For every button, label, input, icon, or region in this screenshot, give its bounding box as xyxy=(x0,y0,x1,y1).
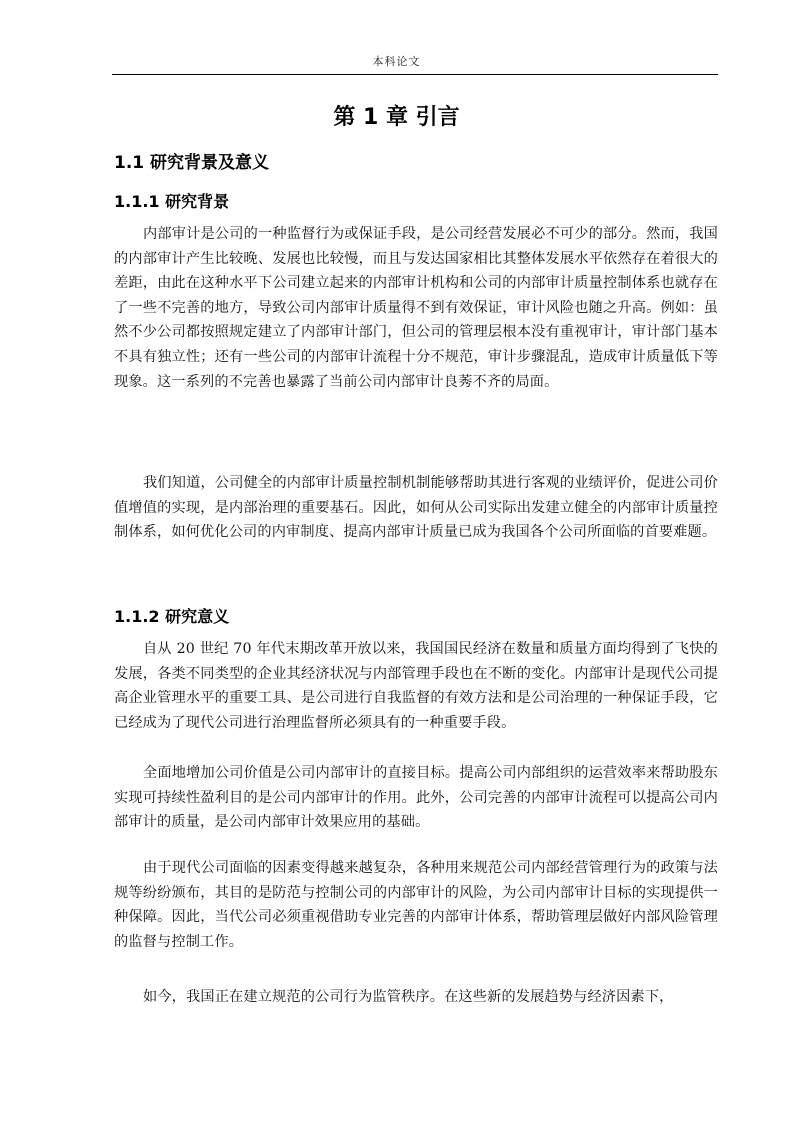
paragraph-2: 我们知道，公司健全的内部审计质量控制机制能够帮助其进行客观的业绩评价，促进公司价值增值的实现，是内部治理的重要基石。因此，如何从公司实际出发建立健全的内部审计质量控制体系，如何优化公司的内审制度、提高内部审计质量已成为我国各个公司所面临的首要难题。 xyxy=(114,475,718,541)
section-heading-1-1-2: 1.1.2 研究意义 xyxy=(114,607,230,626)
paragraph-6: 如今，我国正在建立规范的公司行为监管秩序。在这些新的发展趋势与经济因素下， xyxy=(143,989,674,1005)
section-heading-1-1-1: 1.1.1 研究背景 xyxy=(114,192,230,211)
page-header: 本科论文 xyxy=(372,55,421,68)
paragraph-3: 自从 20 世纪 70 年代末期改革开放以来，我国国民经济在数量和质量方面均得到了飞快的发展，各类不同类型的企业其经济状况与内部管理手段也在不断的变化。内部审计是现代公司提高企业管理水平的重要工具、是公司进行自我监督的有效方法和是公司治理的一种保证手段，它已经成为了现代公司进行治理监督所必须具有的一种重要手段。 xyxy=(114,641,718,731)
chapter-title: 第 1 章 引言 xyxy=(333,105,460,130)
section-heading-1-1: 1.1 研究背景及意义 xyxy=(114,153,270,173)
paragraph-5: 由于现代公司面临的因素变得越来越复杂，各种用来规范公司内部经营管理行为的政策与法规等纷纷颁布，其目的是防范与控制公司的内部审计的风险，为公司内部审计目标的实现提供一种保障。因此，当代公司必须重视借助专业完善的内部审计体系，帮助管理层做好内部风险管理的监督与控制工作。 xyxy=(114,860,718,950)
header-rule xyxy=(112,74,718,75)
paragraph-1: 内部审计是公司的一种监督行为或保证手段，是公司经营发展必不可少的部分。然而，我国的内部审计产生比较晚、发展也比较慢，而且与发达国家相比其整体发展水平依然存在着很大的差距，由此在这种水平下公司建立起来的内部审计机构和公司的内部审计质量控制体系也就存在了一些不完善的地方，导致公司内部审计质量得不到有效保证，审计风险也随之升高。例如：虽然不少公司都按照规定建立了内部审计部门，但公司的管理层根本没有重视审计，审计部门基本不具有独立性；还有一些公司的内部审计流程十分不规范，审计步骤混乱，造成审计质量低下等现象。这一系列的不完善也暴露了当前公司内部审计良莠不齐的局面。 xyxy=(114,226,718,390)
paragraph-4: 全面地增加公司价值是公司内部审计的直接目标。提高公司内部组织的运营效率来帮助股东实现可持续性盈利目的是公司内部审计的作用。此外，公司完善的内部审计流程可以提高公司内部审计的质量，是公司内部审计效果应用的基础。 xyxy=(114,765,718,831)
